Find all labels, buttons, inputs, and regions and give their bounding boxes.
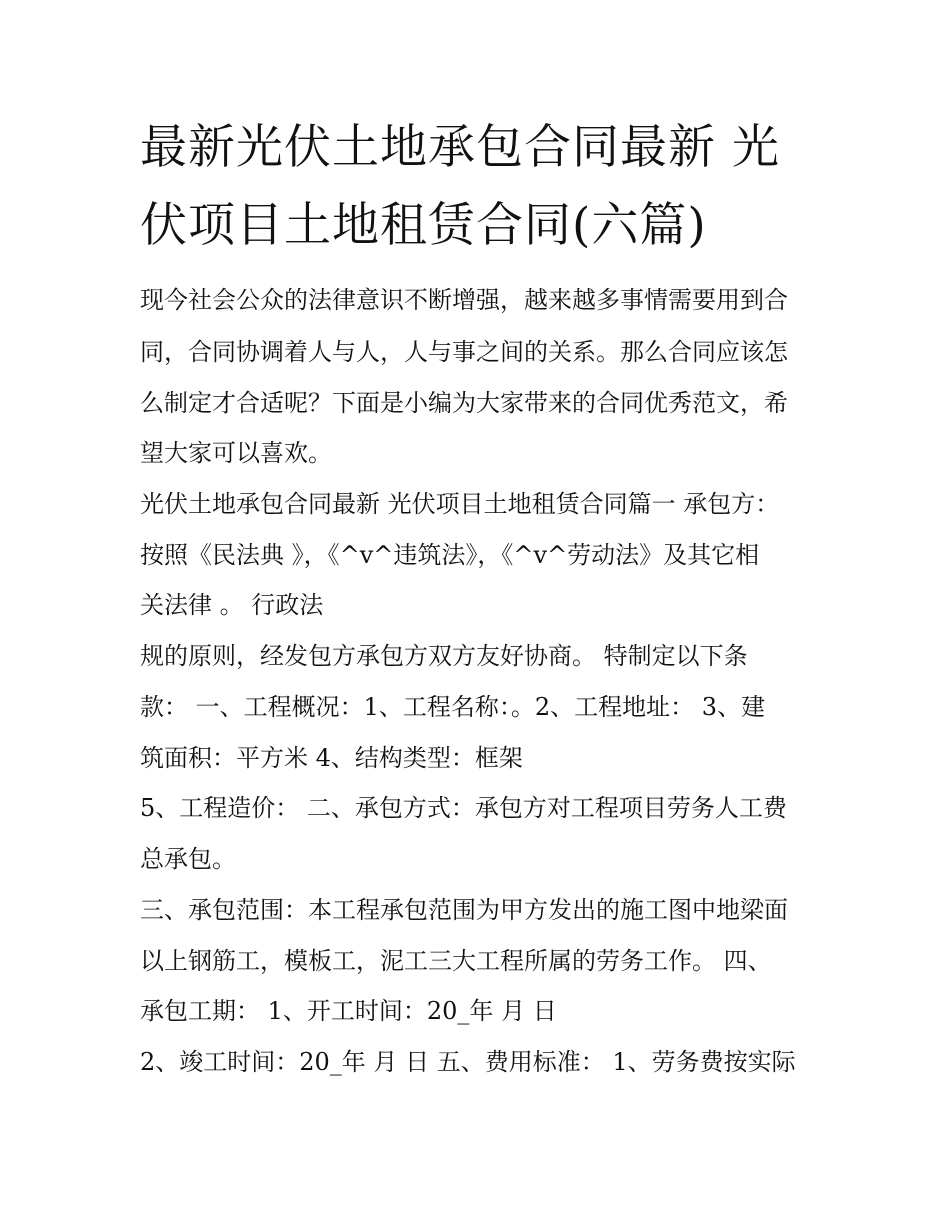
- body-line-4: 望大家可以喜欢。: [140, 439, 332, 467]
- body-line-16: 2、竣工时间：20_年 月 日 五、费用标准： 1、劳务费按实际: [140, 1048, 796, 1076]
- body-line-12: 总承包。: [140, 845, 236, 873]
- body-line-5: 光伏土地承包合同最新 光伏项目土地租赁合同篇一 承包方：: [140, 490, 780, 518]
- body-line-15: 承包工期： 1、开工时间：20_年 月 日: [140, 997, 557, 1025]
- body-line-1: 现今社会公众的法律意识不断增强，越来越多事情需要用到合: [140, 286, 788, 314]
- document-title-line-2: 伏项目土地租赁合同(六篇): [140, 198, 707, 253]
- body-line-2: 同，合同协调着人与人，人与事之间的关系。那么合同应该怎: [140, 338, 788, 366]
- body-line-7: 关法律 。 行政法: [140, 591, 324, 619]
- body-line-10: 筑面积：平方米 4、结构类型：框架: [140, 744, 523, 772]
- body-line-8: 规的原则，经发包方承包方双方友好协商。 特制定以下条: [140, 642, 748, 670]
- body-line-6: 按照《民法典 》，《^v^违筑法》，《^v^劳动法》及其它相: [140, 541, 760, 569]
- body-line-9: 款： 一、工程概况：1、工程名称：。2、工程地址： 3、建: [140, 693, 766, 721]
- document-title-line-1: 最新光伏土地承包合同最新 光: [140, 120, 780, 175]
- body-line-14: 以上钢筋工，模板工，泥工三大工程所属的劳务工作。 四、: [140, 947, 772, 975]
- body-line-11: 5、工程造价： 二、承包方式：承包方对工程项目劳务人工费: [140, 794, 787, 822]
- body-line-3: 么制定才合适呢？下面是小编为大家带来的合同优秀范文，希: [140, 389, 788, 417]
- body-line-13: 三、承包范围：本工程承包范围为甲方发出的施工图中地梁面: [140, 896, 788, 924]
